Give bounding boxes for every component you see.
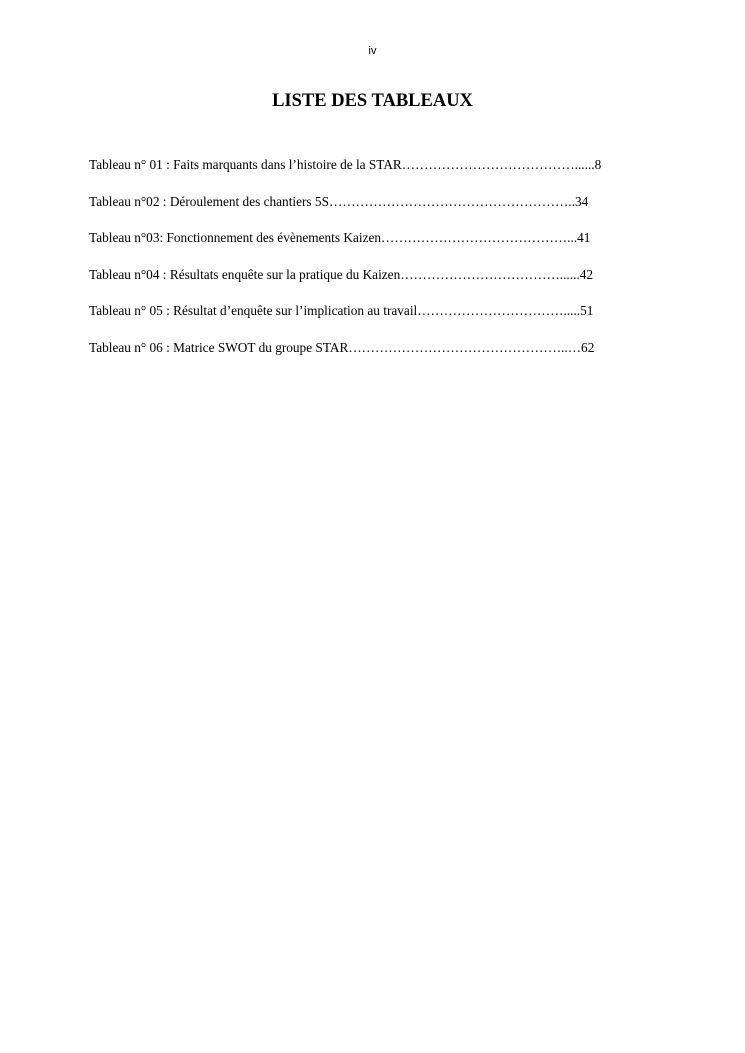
table-list-entry-text: Tableau n° 06 : Matrice SWOT du groupe STAR…………………………………………..…62 [89,339,595,355]
table-list-entry-text: Tableau n°03: Fonctionnement des évènements Kaizen……………………………………...41 [89,230,591,246]
table-list [89,156,657,376]
table-list-entry[interactable] [89,339,657,376]
table-list-entry[interactable] [89,156,657,193]
table-list-entry[interactable] [89,266,657,303]
table-list-entry-text: Tableau n° 05 : Résultat d’enquête sur l’implication au travail…………………………….....51 [89,303,594,319]
page-title: LISTE DES TABLEAUX [272,91,473,111]
table-list-entry-text: Tableau n°04 : Résultats enquête sur la pratique du Kaizen………………………………......42 [89,266,594,282]
table-list-entry[interactable] [89,229,657,266]
table-list-entry[interactable] [89,302,657,339]
table-list-entry-text: Tableau n° 01 : Faits marquants dans l’histoire de la STAR…………………………………......8 [89,157,602,172]
table-list-entry[interactable] [89,193,657,230]
page-number: iv [368,45,377,57]
table-list-entry-text: Tableau n°02 : Déroulement des chantiers 5S………………………………………………..34 [89,193,589,209]
